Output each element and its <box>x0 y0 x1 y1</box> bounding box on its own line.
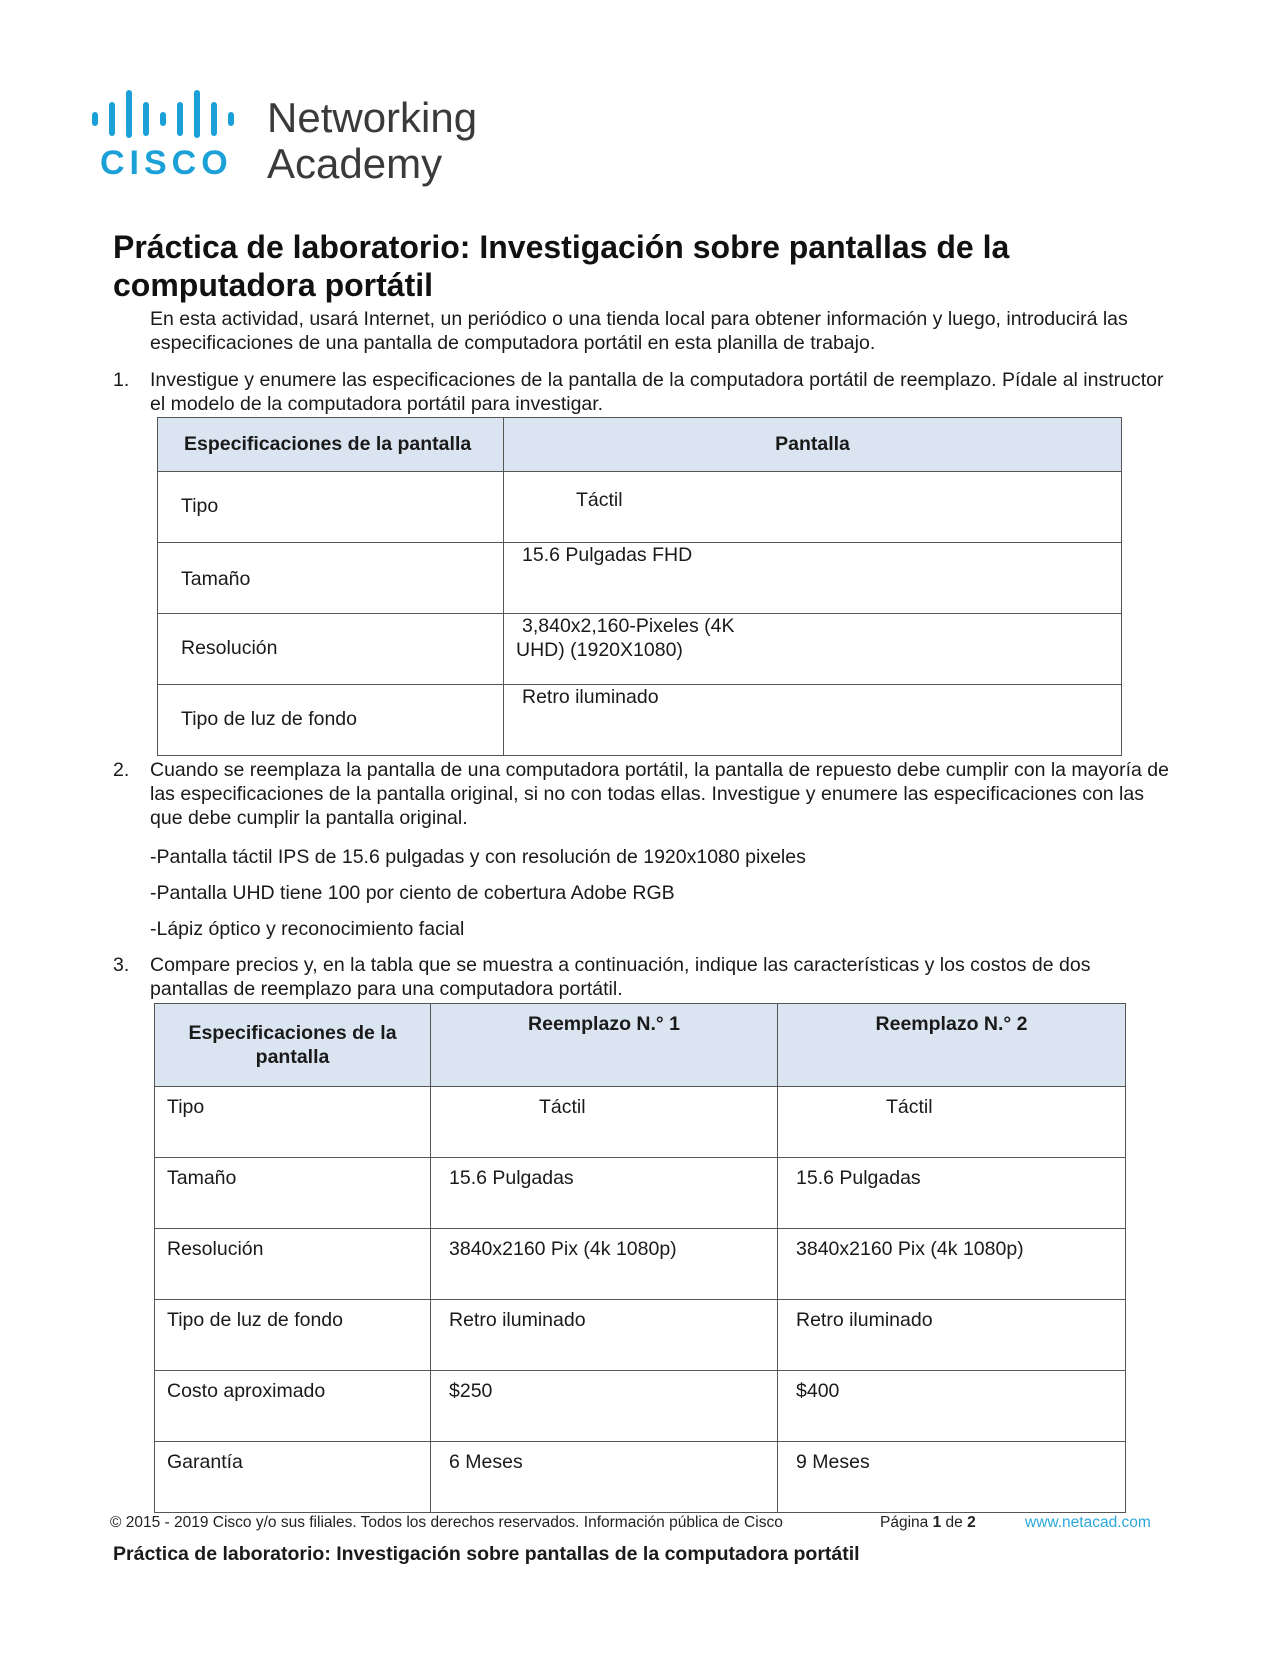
table-cell: $400 <box>778 1371 1126 1442</box>
replacement-comparison-table <box>154 1003 1126 1513</box>
table-cell: Retro iluminado <box>431 1300 778 1371</box>
table-header: Especificaciones de la pantalla <box>155 1004 431 1087</box>
table-cell: 15.6 Pulgadas FHD <box>504 543 1122 614</box>
table-cell: Táctil <box>778 1087 1126 1158</box>
step-text: Cuando se reemplaza la pantalla de una computadora portátil, la pantalla de repuesto debe cumplir con la mayoría de las especificaciones de la pantalla original, si no con todas ellas. Investigue y enumere las especificaciones con las que debe cumplir la pantalla original. <box>150 759 1169 829</box>
copyright-icon: © <box>110 1514 122 1531</box>
table-cell: Retro iluminado <box>778 1300 1126 1371</box>
table-cell: 3840x2160 Pix (4k 1080p) <box>431 1229 778 1300</box>
page-title: Práctica de laboratorio: Investigación sobre pantallas de la computadora portátil <box>113 229 1010 303</box>
answer-line: -Pantalla táctil IPS de 15.6 pulgadas y con resolución de 1920x1080 pixeles <box>150 846 806 868</box>
cisco-networking-academy-logo <box>92 90 512 200</box>
intro-paragraph: En esta actividad, usará Internet, un periódico o una tienda local para obtener información y luego, introducirá las especificaciones de una pantalla de computadora portátil en esta planilla de trabajo. <box>150 308 1128 354</box>
footer-page-number: Página 1 de 2 <box>880 1514 976 1531</box>
footer-link[interactable]: www.netacad.com <box>1025 1514 1151 1531</box>
step-text: Compare precios y, en la tabla que se muestra a continuación, indique las características y los costos de dos pantallas de reemplazo para una computadora portátil. <box>150 954 1091 1000</box>
cell-line: UHD) (1920X1080) <box>516 639 683 661</box>
svg-text:CISCO: CISCO <box>100 144 233 182</box>
cell-line: 3,840x2,160-Pixeles (4K <box>522 615 735 637</box>
table-cell: Retro iluminado <box>504 685 1122 756</box>
table-cell: Tamaño <box>155 1158 431 1229</box>
svg-text:Networking: Networking <box>267 94 478 141</box>
step-1 <box>113 368 1173 418</box>
table-cell: Táctil <box>431 1087 778 1158</box>
table-cell: Tipo <box>158 472 504 543</box>
table-cell: Costo aproximado <box>155 1371 431 1442</box>
footer-copyright: © 2015 - 2019 Cisco y/o sus filiales. Todos los derechos reservados. Información pública de Cisco <box>110 1514 783 1531</box>
table-header: Especificaciones de la pantalla <box>158 418 504 472</box>
step-number: 3. <box>113 954 130 976</box>
step-text: Investigue y enumere las especificaciones de la pantalla de la computadora portátil de reemplazo. Pídale al instructor el modelo de la computadora portátil para investigar. <box>150 369 1164 415</box>
table-header: Pantalla <box>504 418 1122 472</box>
table-cell: Resolución <box>158 614 504 685</box>
table-cell: 6 Meses <box>431 1442 778 1513</box>
running-title: Práctica de laboratorio: Investigación sobre pantallas de la computadora portátil <box>113 1543 860 1565</box>
table-cell: Tipo <box>155 1087 431 1158</box>
table-cell: Táctil <box>504 472 1122 543</box>
table-cell: Tamaño <box>158 543 504 614</box>
table-cell: Tipo de luz de fondo <box>158 685 504 756</box>
table-cell: 9 Meses <box>778 1442 1126 1513</box>
answer-line: -Pantalla UHD tiene 100 por ciento de cobertura Adobe RGB <box>150 882 675 904</box>
table-cell: Garantía <box>155 1442 431 1513</box>
table-cell: $250 <box>431 1371 778 1442</box>
step-number: 2. <box>113 759 130 781</box>
table-cell: 15.6 Pulgadas <box>431 1158 778 1229</box>
cisco-logo-icon <box>92 90 512 200</box>
step-number: 1. <box>113 369 130 391</box>
table-cell: 3840x2160 Pix (4k 1080p) <box>778 1229 1126 1300</box>
table-cell: Resolución <box>155 1229 431 1300</box>
table-cell: 15.6 Pulgadas <box>778 1158 1126 1229</box>
answer-line: -Lápiz óptico y reconocimiento facial <box>150 918 465 940</box>
display-specs-table <box>157 417 1122 756</box>
table-header: Reemplazo N.° 2 <box>778 1004 1126 1087</box>
table-cell <box>504 614 1122 685</box>
table-cell: Tipo de luz de fondo <box>155 1300 431 1371</box>
step-3 <box>113 953 1173 1003</box>
table-header: Reemplazo N.° 1 <box>431 1004 778 1087</box>
step-2 <box>113 758 1173 833</box>
svg-text:Academy: Academy <box>267 140 443 187</box>
